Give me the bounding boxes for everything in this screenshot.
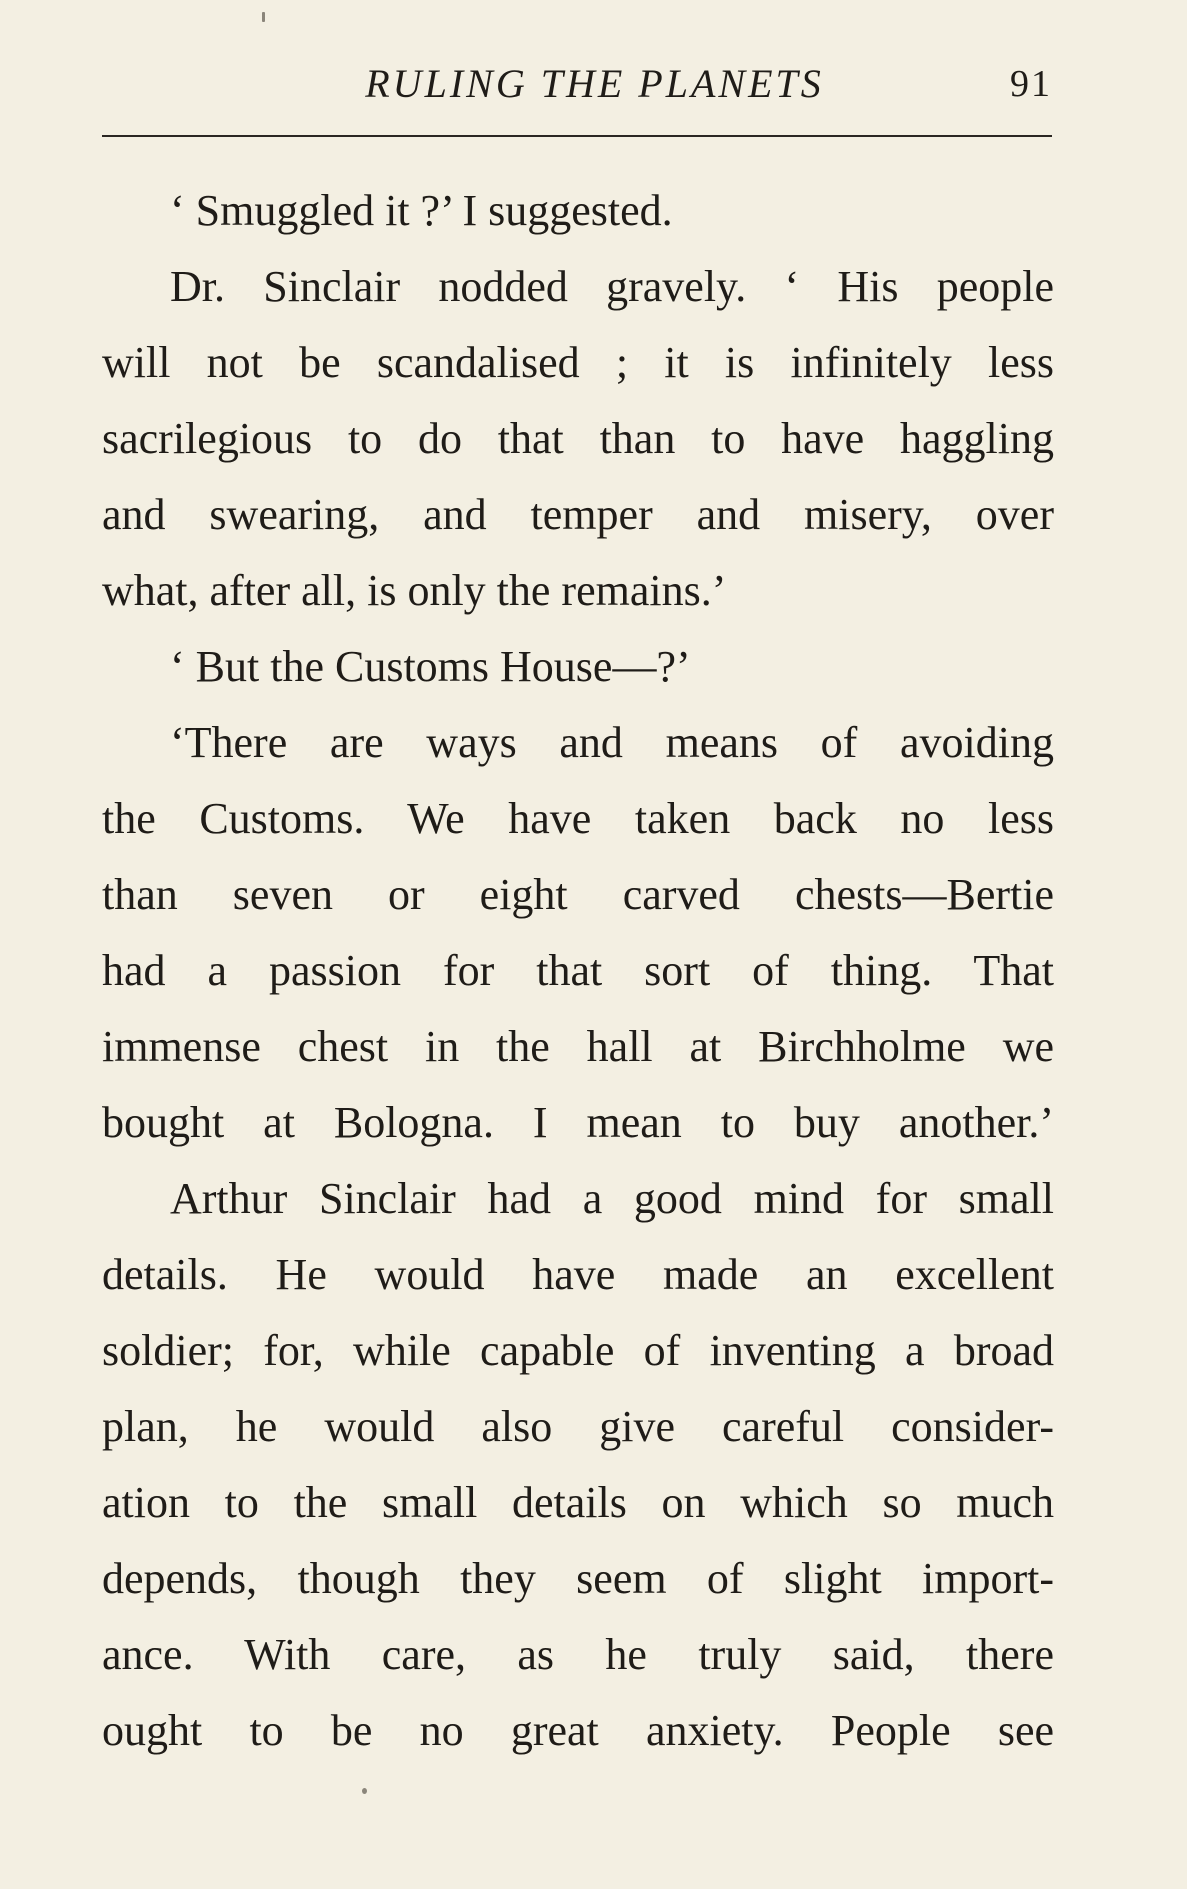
text-line: sacrilegious to do that than to have haggling	[102, 414, 1054, 463]
text-line: soldier; for, while capable of inventing a broad	[102, 1326, 1054, 1375]
text-line: ance. With care, as he truly said, there	[102, 1630, 1054, 1679]
text-line: the Customs. We have taken back no less	[102, 794, 1054, 843]
text-line: had a passion for that sort of thing. That	[102, 946, 1054, 995]
text-line: depends, though they seem of slight import-	[102, 1554, 1054, 1603]
header-rule	[102, 135, 1052, 137]
text-line: details. He would have made an excellent	[102, 1250, 1054, 1299]
paper-speck	[362, 1788, 367, 1794]
text-line: Arthur Sinclair had a good mind for small	[170, 1174, 1054, 1223]
text-line: ‘ But the Customs House—?’	[170, 642, 691, 691]
text-line: immense chest in the hall at Birchholme we	[102, 1022, 1054, 1071]
running-head	[102, 60, 1052, 110]
text-line: ation to the small details on which so much	[102, 1478, 1054, 1527]
body-text	[102, 173, 1054, 1769]
text-line: plan, he would also give careful consider-	[102, 1402, 1054, 1451]
text-line: ‘There are ways and means of avoiding	[170, 718, 1054, 767]
paper-speck	[262, 12, 265, 22]
text-line: will not be scandalised ; it is infinitely less	[102, 338, 1054, 387]
text-line: Dr. Sinclair nodded gravely. ‘ His people	[170, 262, 1054, 311]
text-line: what, after all, is only the remains.’	[102, 566, 727, 615]
running-head-title: RULING THE PLANETS	[365, 61, 824, 106]
text-line: ought to be no great anxiety. People see	[102, 1706, 1054, 1755]
text-line: ‘ Smuggled it ?’ I suggested.	[170, 186, 673, 235]
text-line: bought at Bologna. I mean to buy another.’	[102, 1098, 1054, 1147]
page-number: 91	[1010, 63, 1052, 105]
text-line: and swearing, and temper and misery, over	[102, 490, 1054, 539]
text-line: than seven or eight carved chests—Bertie	[102, 870, 1054, 919]
